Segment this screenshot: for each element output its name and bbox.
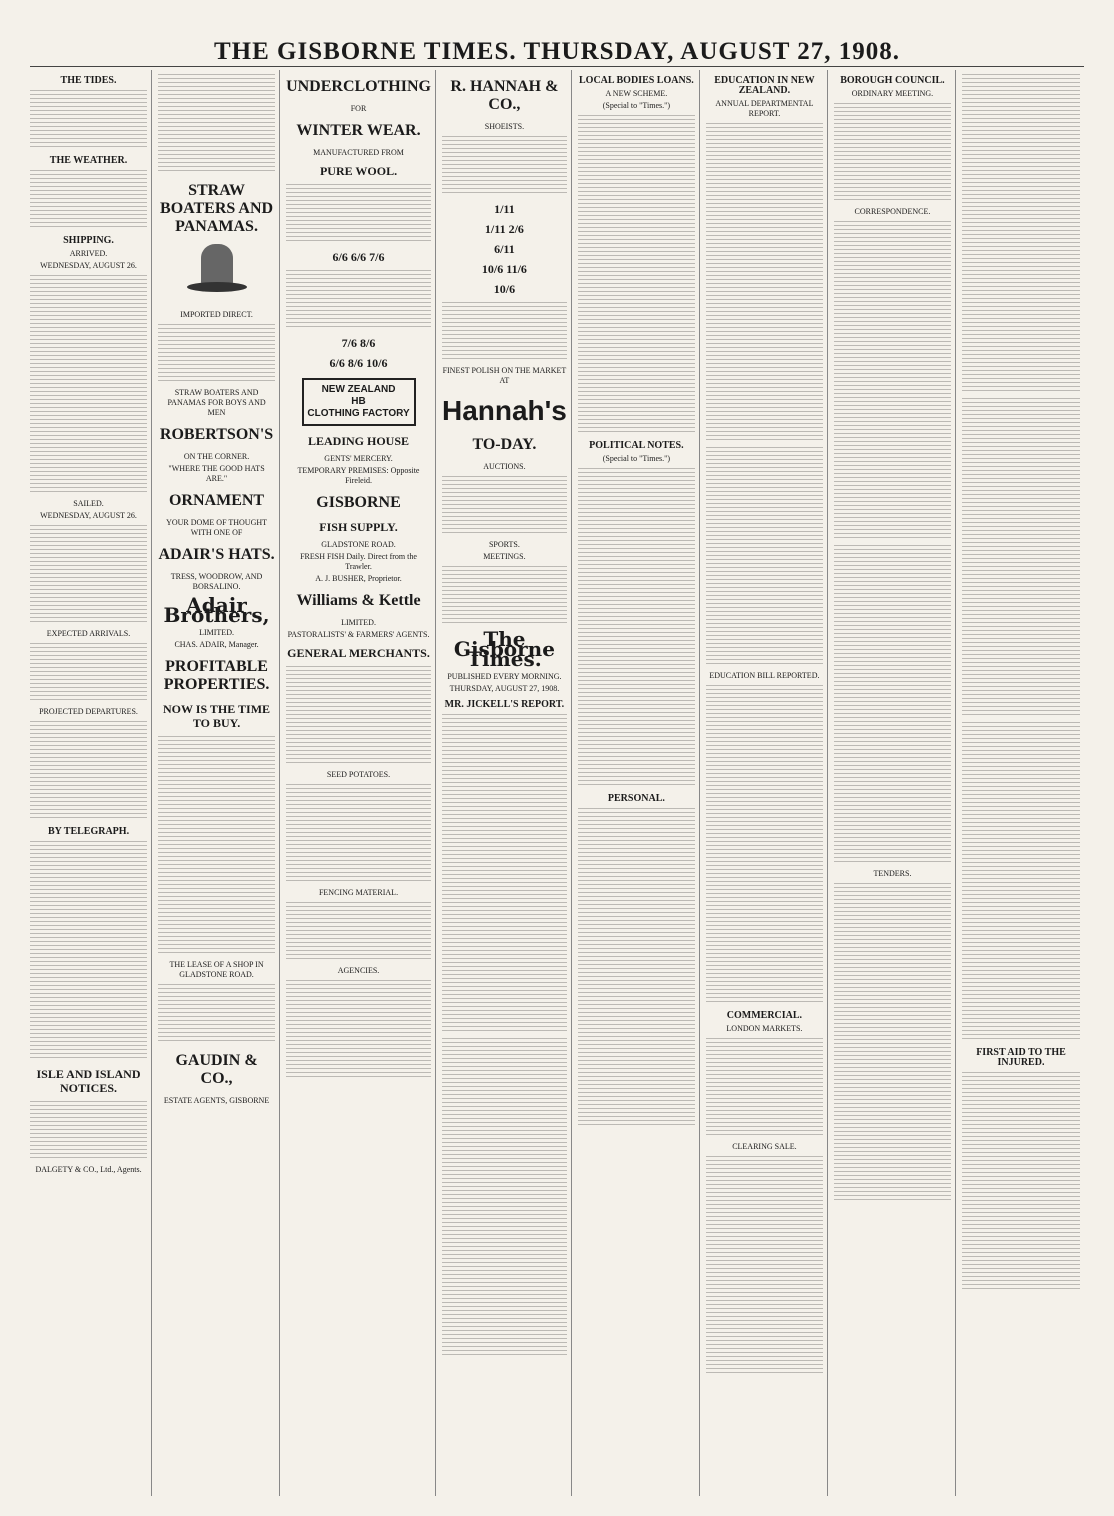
isle-text bbox=[30, 1101, 147, 1161]
shoe-text-1 bbox=[442, 136, 567, 196]
for: FOR bbox=[350, 104, 367, 113]
issue-date: THURSDAY, AUGUST 27, 1908. bbox=[449, 684, 560, 693]
mail-notices bbox=[158, 74, 275, 174]
fencing: FENCING MATERIAL. bbox=[318, 888, 399, 897]
pure-wool: PURE WOOL. bbox=[319, 164, 398, 178]
personal-text bbox=[578, 808, 695, 1128]
seed-text bbox=[286, 784, 431, 884]
tenders-text bbox=[834, 883, 951, 1203]
gladstone-road: GLADSTONE ROAD. bbox=[321, 540, 396, 549]
price-row-2: 7/6 8/6 bbox=[341, 336, 376, 350]
adairs-hats: ADAIR'S HATS. bbox=[158, 546, 275, 563]
telegraph-heading: BY TELEGRAPH. bbox=[47, 826, 130, 837]
first-aid-text bbox=[962, 1072, 1080, 1292]
masthead: THE GISBORNE TIMES. THURSDAY, AUGUST 27, 1908. bbox=[30, 38, 1084, 67]
property-listings bbox=[158, 736, 275, 956]
correspondence-text bbox=[834, 221, 951, 541]
meetings: MEETINGS. bbox=[483, 552, 526, 561]
seed-potatoes: SEED POTATOES. bbox=[326, 770, 391, 779]
adair-manager: CHAS. ADAIR, Manager. bbox=[174, 640, 259, 649]
wk-text bbox=[286, 666, 431, 766]
price-row-3: 6/6 8/6 10/6 bbox=[329, 356, 388, 370]
lease-text bbox=[158, 984, 275, 1044]
education-nz: EDUCATION IN NEW ZEALAND. bbox=[714, 75, 815, 96]
leading-house: LEADING HOUSE bbox=[308, 434, 410, 448]
column-7 bbox=[834, 70, 956, 1496]
ordinary-meeting: ORDINARY MEETING. bbox=[851, 89, 934, 98]
telegraph-text bbox=[30, 841, 147, 1061]
isle-heading: ISLE AND ISLAND NOTICES. bbox=[36, 1067, 141, 1095]
sailed-heading: SAILED. bbox=[73, 499, 104, 508]
hannahs: Hannah's bbox=[441, 395, 567, 426]
hats-tagline: "WHERE THE GOOD HATS ARE." bbox=[168, 464, 265, 483]
finest-polish: FINEST POLISH ON THE MARKET AT bbox=[442, 366, 567, 385]
shoeists: SHOEISTS. bbox=[484, 122, 525, 131]
sailed-date: WEDNESDAY, AUGUST 26. bbox=[40, 511, 137, 520]
price-1: 1/11 bbox=[494, 202, 515, 216]
profitable-properties: PROFITABLE PROPERTIES. bbox=[163, 658, 270, 693]
fish-supply: FISH SUPPLY. bbox=[319, 520, 398, 534]
clearing-text bbox=[706, 1156, 823, 1376]
council-continued-3 bbox=[962, 722, 1080, 1042]
new-scheme: A NEW SCHEME. bbox=[605, 89, 668, 98]
special-1: (Special to "Times.") bbox=[602, 101, 671, 110]
column-5 bbox=[578, 70, 700, 1496]
dome-of-thought: YOUR DOME OF THOUGHT WITH ONE OF bbox=[166, 518, 268, 537]
price-row-1: 6/6 6/6 7/6 bbox=[332, 250, 385, 264]
dalgety-agent: DALGETY & CO., Ltd., Agents. bbox=[35, 1165, 142, 1174]
personal: PERSONAL. bbox=[607, 793, 665, 804]
political-text bbox=[578, 468, 695, 788]
shipping-heading: SHIPPING. bbox=[63, 235, 114, 246]
local-bodies-loans: LOCAL BODIES LOANS. bbox=[579, 75, 694, 86]
first-aid: FIRST AID TO THE INJURED. bbox=[976, 1047, 1066, 1068]
nz-clothing-logo: NEW ZEALAND HB CLOTHING FACTORY bbox=[302, 378, 416, 426]
jickell-text bbox=[442, 714, 567, 1034]
agencies: AGENCIES. bbox=[337, 966, 380, 975]
markets-text bbox=[706, 1038, 823, 1138]
wool-text-2 bbox=[286, 270, 431, 330]
arrived-text bbox=[30, 275, 147, 495]
straw-text bbox=[158, 324, 275, 384]
special-2: (Special to "Times.") bbox=[602, 454, 671, 463]
adair-brothers: Adair Brothers, bbox=[163, 593, 270, 627]
loans-text bbox=[578, 115, 695, 435]
sports: SPORTS. bbox=[488, 540, 520, 549]
council-text bbox=[834, 103, 951, 203]
general-merchants: GENERAL MERCHANTS. bbox=[287, 646, 430, 660]
ornament: ORNAMENT bbox=[168, 492, 265, 509]
expected-text bbox=[30, 643, 147, 703]
arrived-date: WEDNESDAY, AUGUST 26. bbox=[40, 261, 137, 270]
column-4 bbox=[442, 70, 572, 1496]
gisborne-times: The Gisborne Times. bbox=[453, 627, 555, 671]
column-2 bbox=[158, 70, 280, 1496]
lease-notice: THE LEASE OF A SHOP IN GLADSTONE ROAD. bbox=[169, 960, 264, 979]
now-is-the-time: NOW IS THE TIME TO BUY. bbox=[163, 702, 271, 730]
commercial: COMMERCIAL. bbox=[726, 1010, 803, 1021]
auctions-text bbox=[442, 476, 567, 536]
fresh-fish: FRESH FISH Daily. Direct from the Trawler. bbox=[300, 552, 417, 571]
wool-text bbox=[286, 184, 431, 244]
gents-mercery: GENTS' MERCERY. bbox=[324, 454, 393, 463]
tides-heading: THE TIDES. bbox=[60, 75, 117, 86]
london-markets: LONDON MARKETS. bbox=[726, 1024, 803, 1033]
price-4: 10/6 11/6 bbox=[481, 262, 527, 276]
meetings-text bbox=[442, 566, 567, 626]
underclothing: UNDERCLOTHING bbox=[286, 78, 431, 95]
straw-boys: STRAW BOATERS AND PANAMAS FOR BOYS AND MEN bbox=[167, 388, 266, 417]
today: TO-DAY. bbox=[472, 436, 537, 453]
auctions: AUCTIONS. bbox=[483, 462, 526, 471]
jickell-text-2 bbox=[442, 1038, 567, 1358]
straw-boaters: STRAW BOATERS AND PANAMAS. bbox=[160, 182, 274, 235]
column-8 bbox=[962, 70, 1084, 1496]
pastoralists: PASTORALISTS' & FARMERS' AGENTS. bbox=[287, 630, 430, 639]
education-bill: EDUCATION BILL REPORTED. bbox=[709, 671, 820, 680]
column-6 bbox=[706, 70, 828, 1496]
temp-premises: TEMPORARY PREMISES: Opposite Fireleid. bbox=[297, 466, 420, 485]
jickell-report: MR. JICKELL'S REPORT. bbox=[444, 699, 565, 710]
agencies-text bbox=[286, 980, 431, 1080]
tenders: TENDERS. bbox=[873, 869, 912, 878]
tides-table bbox=[30, 90, 147, 150]
education-text bbox=[706, 123, 823, 443]
borough-council: BOROUGH COUNCIL. bbox=[840, 75, 945, 86]
column-1 bbox=[30, 70, 152, 1496]
council-continued bbox=[962, 74, 1080, 394]
on-the-corner: ON THE CORNER. bbox=[183, 452, 250, 461]
education-text-2 bbox=[706, 447, 823, 667]
council-continued-2 bbox=[962, 398, 1080, 718]
annual-report: ANNUAL DEPARTMENTAL REPORT. bbox=[715, 99, 814, 118]
projected-text bbox=[30, 721, 147, 821]
estate-agents: ESTATE AGENTS, GISBORNE bbox=[163, 1096, 270, 1105]
column-3 bbox=[286, 70, 436, 1496]
sailed-text bbox=[30, 525, 147, 625]
hannah-co: R. HANNAH & CO., bbox=[450, 78, 559, 113]
gisborne: GISBORNE bbox=[316, 494, 401, 511]
wk-limited: LIMITED. bbox=[341, 618, 376, 627]
polish-text bbox=[442, 302, 567, 362]
published: PUBLISHED EVERY MORNING. bbox=[447, 672, 562, 681]
williams-kettle: Williams & Kettle bbox=[296, 592, 421, 609]
fencing-text bbox=[286, 902, 431, 962]
price-2: 1/11 2/6 bbox=[484, 222, 524, 236]
projected-heading: PROJECTED DEPARTURES. bbox=[39, 707, 138, 716]
proprietor: A. J. BUSHER, Proprietor. bbox=[315, 574, 402, 583]
weather-text bbox=[30, 170, 147, 230]
bill-text bbox=[706, 685, 823, 1005]
winter-wear: WINTER WEAR. bbox=[296, 122, 421, 139]
robertsons: ROBERTSON'S bbox=[159, 426, 274, 443]
weather-heading: THE WEATHER. bbox=[49, 155, 128, 166]
adair-limited: LIMITED. bbox=[199, 628, 234, 637]
correspondence-text-2 bbox=[834, 545, 951, 865]
gaudin-co: GAUDIN & CO., bbox=[175, 1052, 258, 1087]
manufactured-from: MANUFACTURED FROM bbox=[313, 148, 404, 157]
columns bbox=[30, 70, 1084, 1496]
hat-icon bbox=[187, 244, 247, 304]
expected-heading: EXPECTED ARRIVALS. bbox=[46, 629, 131, 638]
political-notes: POLITICAL NOTES. bbox=[589, 440, 684, 451]
price-3: 6/11 bbox=[494, 242, 515, 256]
price-5: 10/6 bbox=[493, 282, 516, 296]
hat-brands: TRESS, WOODROW, AND BORSALINO. bbox=[170, 572, 263, 591]
imported-direct: IMPORTED DIRECT. bbox=[180, 310, 253, 319]
clearing-sale: CLEARING SALE. bbox=[732, 1142, 797, 1151]
correspondence: CORRESPONDENCE. bbox=[854, 207, 931, 216]
arrived-heading: ARRIVED. bbox=[69, 249, 108, 258]
